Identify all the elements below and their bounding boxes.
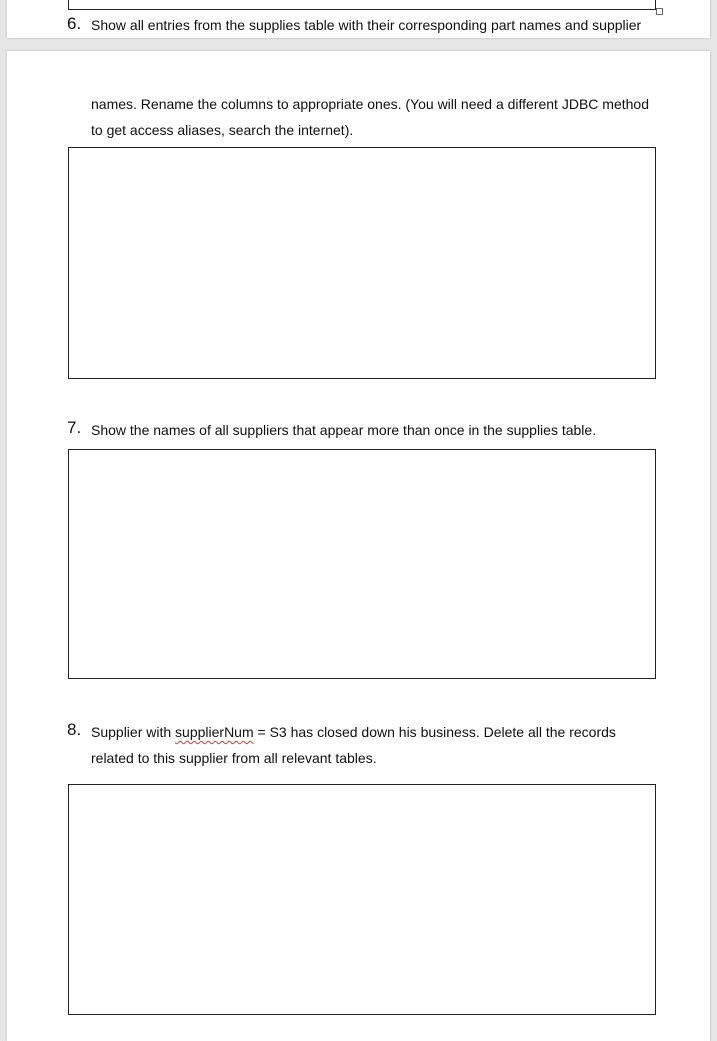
q7-number: 7. (67, 418, 82, 437)
q8-text-line-2: related to this supplier from all relevant tables. (91, 750, 377, 766)
q6-number: 6. (67, 14, 82, 33)
previous-page (7, 0, 710, 38)
q8-text-pre: Supplier with (91, 724, 176, 740)
q5-answer-box-bottom[interactable] (68, 0, 656, 10)
q7-text-line-1: Show the names of all suppliers that appear more than once in the supplies table. (91, 422, 597, 438)
q7-answer-box[interactable] (68, 449, 656, 679)
q6-text-line-2: names. Rename the columns to appropriate ones. (You will need a different JDBC method (91, 96, 649, 112)
q8-answer-box[interactable] (68, 784, 656, 1015)
q6-text-line-1: Show all entries from the supplies table with their corresponding part names and supplier (91, 17, 642, 33)
q8-number: 8. (67, 720, 82, 739)
q6-text-line-3: to get access aliases, search the internet). (91, 122, 354, 138)
q6-answer-box[interactable] (68, 147, 656, 379)
q8-text-line-1 (91, 723, 616, 741)
spellcheck-flagged-term[interactable]: supplierNum (175, 724, 254, 740)
q8-text-post: = S3 has closed down his business. Delete all the records (253, 724, 616, 740)
resize-handle-icon[interactable] (656, 8, 663, 15)
document-page (7, 51, 710, 1041)
